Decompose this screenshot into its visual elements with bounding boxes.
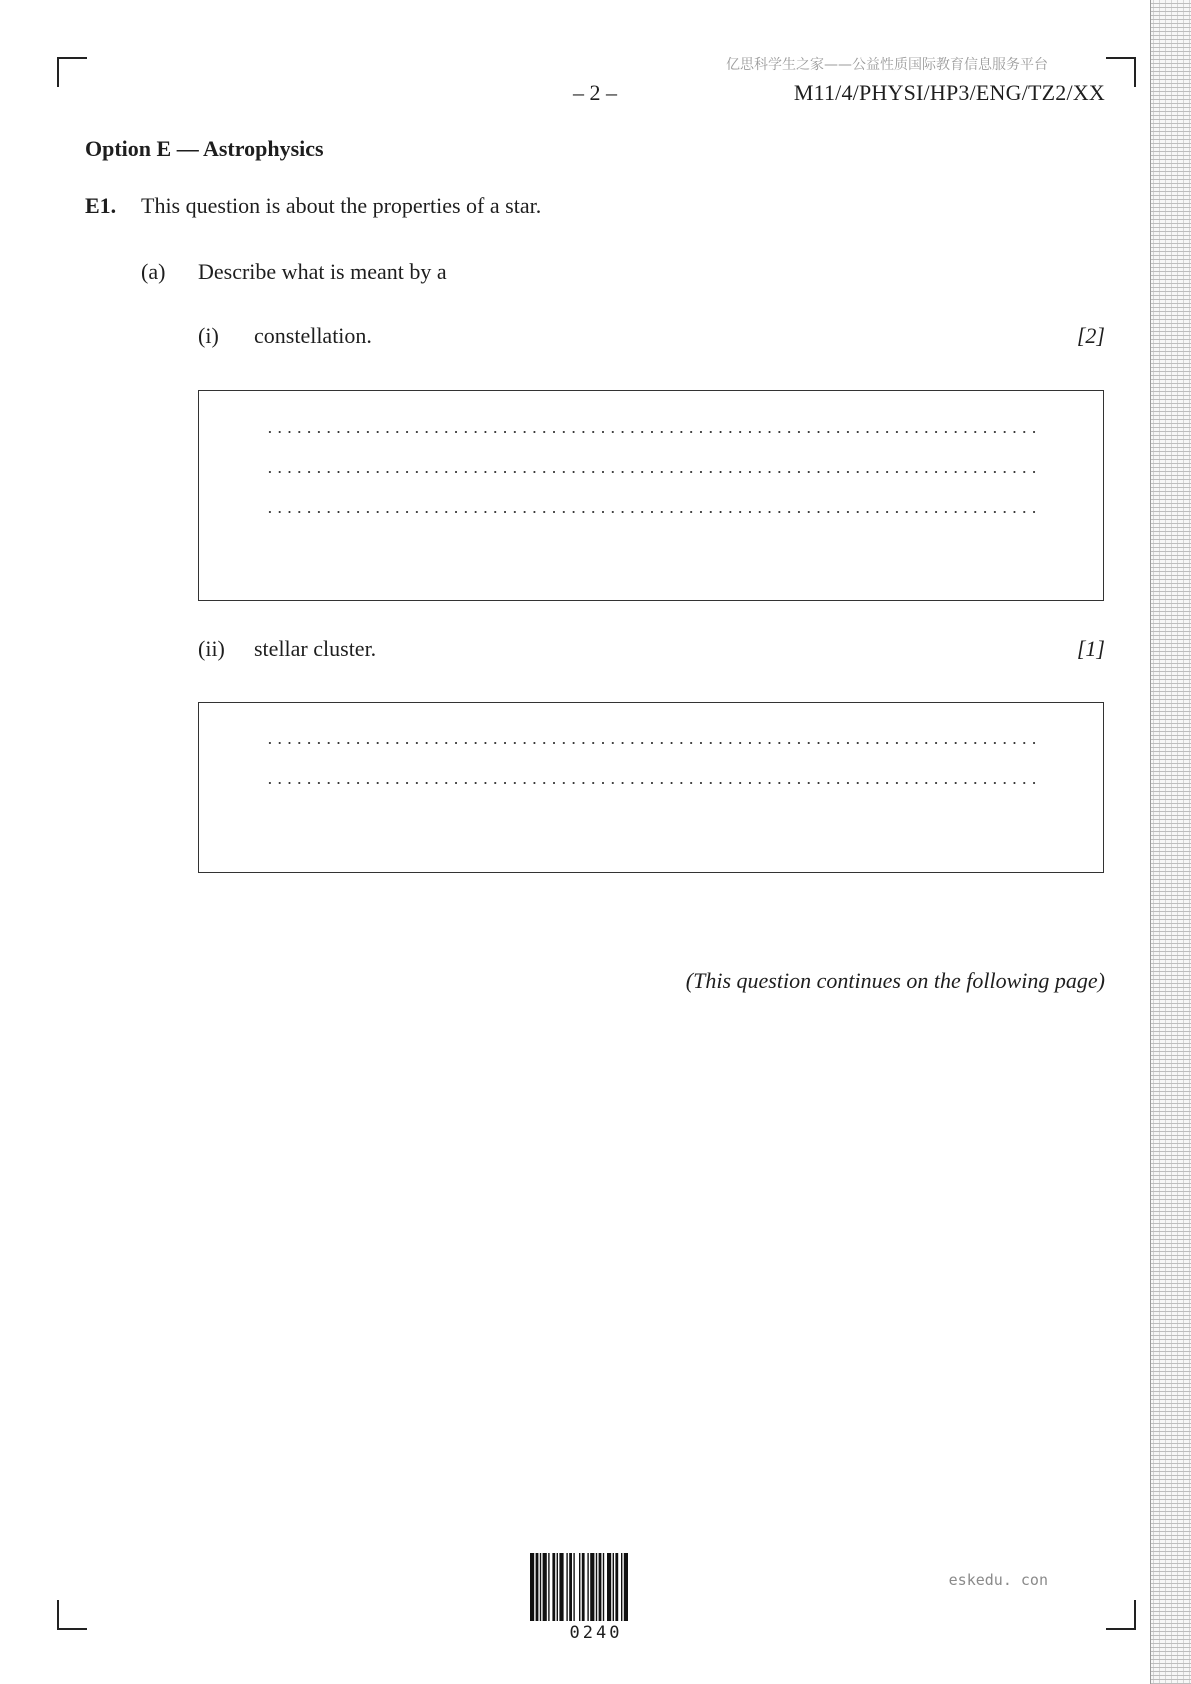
- footer-watermark: eskedu. con: [948, 1571, 1048, 1589]
- subpart-ii-marks: [1]: [1076, 636, 1105, 661]
- subpart-i-label: (i): [198, 323, 219, 348]
- question-text: This question is about the properties of a star.: [141, 193, 542, 218]
- subpart-i-text: constellation.: [254, 323, 372, 348]
- crop-mark-top-right: [1106, 57, 1136, 87]
- subpart-ii-text: stellar cluster.: [254, 636, 377, 661]
- crop-mark-top-left: [57, 57, 87, 87]
- barcode-number: 0240: [569, 1623, 623, 1643]
- question-number: E1.: [85, 193, 117, 218]
- answer-box-ii[interactable]: [198, 702, 1104, 873]
- crop-mark-bottom-left: [57, 1600, 87, 1630]
- header-watermark: 亿思科学生之家——公益性质国际教育信息服务平台: [726, 57, 1048, 73]
- page-edge-strip: [1150, 0, 1191, 1684]
- subpart-ii-label: (ii): [198, 636, 225, 661]
- page-number: – 2 –: [573, 80, 617, 105]
- answer-line[interactable]: [265, 742, 1039, 744]
- part-a-label: (a): [141, 259, 166, 284]
- answer-line[interactable]: [265, 511, 1039, 513]
- answer-line[interactable]: [265, 431, 1039, 433]
- paper-code: M11/4/PHYSI/HP3/ENG/TZ2/XX: [793, 80, 1105, 105]
- section-title: Option E — Astrophysics: [85, 136, 324, 161]
- answer-line[interactable]: [265, 471, 1039, 473]
- continuation-note: (This question continues on the following page): [685, 968, 1105, 993]
- part-a-text: Describe what is meant by a: [198, 259, 447, 284]
- answer-box-i[interactable]: [198, 390, 1104, 601]
- barcode: [530, 1553, 662, 1621]
- answer-line[interactable]: [265, 782, 1039, 784]
- crop-mark-bottom-right: [1106, 1600, 1136, 1630]
- subpart-i-marks: [2]: [1076, 323, 1105, 348]
